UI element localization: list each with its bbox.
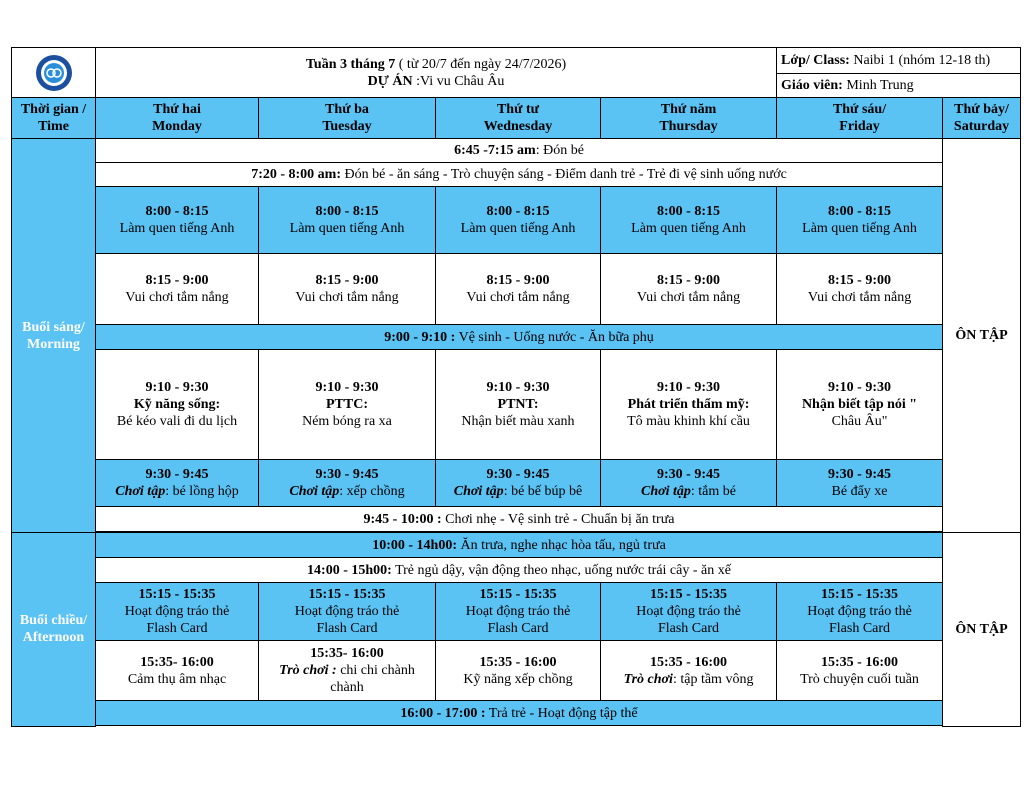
teacher-info bbox=[777, 74, 1021, 98]
late-activity-wednesday: 15:35 - 16:00 Kỹ năng xếp chồng bbox=[436, 641, 601, 701]
late-activity-friday: 15:35 - 16:00 Trò chuyện cuối tuần bbox=[777, 641, 943, 701]
english-tuesday: 8:00 - 8:15 Làm quen tiếng Anh bbox=[259, 187, 436, 254]
late-activity-tuesday: 15:35- 16:00 Trò chơi : chi chi chành chành bbox=[259, 641, 436, 701]
day-header-friday: Thứ sáu/ Friday bbox=[777, 98, 943, 139]
flashcard-wednesday: 15:15 - 15:35 Hoạt động tráo thẻ Flash Card bbox=[436, 583, 601, 641]
english-friday: 8:00 - 8:15 Làm quen tiếng Anh bbox=[777, 187, 943, 254]
class-value: Naibi 1 (nhóm 12-18 th) bbox=[849, 53, 991, 68]
lesson-monday: 9:10 - 9:30 Kỹ năng sống: Bé kéo vali đi du lịch bbox=[96, 350, 259, 460]
breakfast-row: 7:20 - 8:00 am: Đón bé - ăn sáng - Trò chuyện sáng - Điểm danh trẻ - Trẻ đi vệ sinh uống nước bbox=[96, 163, 943, 187]
play-wednesday: 9:30 - 9:45 Chơi tập: bé bế búp bê bbox=[436, 460, 601, 507]
week-title-cell bbox=[96, 48, 777, 98]
school-seal-logo bbox=[34, 53, 74, 93]
time-column-header: Thời gian / Time bbox=[12, 98, 96, 139]
sunbath-wednesday: 8:15 - 9:00 Vui chơi tắm nắng bbox=[436, 254, 601, 325]
sunbath-monday: 8:15 - 9:00 Vui chơi tắm nắng bbox=[96, 254, 259, 325]
flashcard-tuesday: 15:15 - 15:35 Hoạt động tráo thẻ Flash Card bbox=[259, 583, 436, 641]
project-name: :Vi vu Châu Âu bbox=[412, 73, 505, 89]
afternoon-review: ÔN TẬP bbox=[943, 533, 1021, 727]
english-monday: 8:00 - 8:15 Làm quen tiếng Anh bbox=[96, 187, 259, 254]
logo-cell bbox=[12, 48, 96, 98]
lesson-thursday: 9:10 - 9:30 Phát triển thẩm mỹ: Tô màu khinh khí cầu bbox=[601, 350, 777, 460]
day-header-tuesday: Thứ ba Tuesday bbox=[259, 98, 436, 139]
lesson-tuesday: 9:10 - 9:30 PTTC: Ném bóng ra xa bbox=[259, 350, 436, 460]
arrival-row: 6:45 -7:15 am: Đón bé bbox=[96, 139, 943, 163]
day-header-saturday: Thứ bảy/ Saturday bbox=[943, 98, 1021, 139]
week-title: Tuần 3 tháng 7 bbox=[305, 56, 396, 72]
weekly-schedule-table bbox=[11, 47, 1021, 727]
sunbath-tuesday: 8:15 - 9:00 Vui chơi tắm nắng bbox=[259, 254, 436, 325]
english-wednesday: 8:00 - 8:15 Làm quen tiếng Anh bbox=[436, 187, 601, 254]
flashcard-thursday: 15:15 - 15:35 Hoạt động tráo thẻ Flash Card bbox=[601, 583, 777, 641]
morning-section-label: Buổi sáng/ Morning bbox=[12, 139, 96, 533]
teacher-label: Giáo viên: bbox=[781, 78, 843, 93]
lunch-row: 10:00 - 14h00: Ăn trưa, nghe nhạc hòa tấu, ngủ trưa bbox=[96, 533, 943, 558]
flashcard-monday: 15:15 - 15:35 Hoạt động tráo thẻ Flash Card bbox=[96, 583, 259, 641]
late-activity-thursday: 15:35 - 16:00 Trò chơi: tập tầm vông bbox=[601, 641, 777, 701]
day-header-thursday: Thứ năm Thursday bbox=[601, 98, 777, 139]
sunbath-friday: 8:15 - 9:00 Vui chơi tắm nắng bbox=[777, 254, 943, 325]
class-label: Lớp/ Class: bbox=[781, 53, 850, 68]
play-tuesday: 9:30 - 9:45 Chơi tập: xếp chồng bbox=[259, 460, 436, 507]
english-thursday: 8:00 - 8:15 Làm quen tiếng Anh bbox=[601, 187, 777, 254]
wakeup-row: 14:00 - 15h00: Trẻ ngủ dậy, vận động theo nhạc, uống nước trái cây - ăn xế bbox=[96, 558, 943, 583]
morning-review: ÔN TẬP bbox=[943, 139, 1021, 533]
lesson-friday: 9:10 - 9:30 Nhận biết tập nói " Châu Âu" bbox=[777, 350, 943, 460]
sunbath-thursday: 8:15 - 9:00 Vui chơi tắm nắng bbox=[601, 254, 777, 325]
play-monday: 9:30 - 9:45 Chơi tập: bé lồng hộp bbox=[96, 460, 259, 507]
pickup-row: 16:00 - 17:00 : Trả trẻ - Hoạt động tập thể bbox=[96, 701, 943, 726]
flashcard-friday: 15:15 - 15:35 Hoạt động tráo thẻ Flash Card bbox=[777, 583, 943, 641]
project-label: DỰ ÁN bbox=[367, 73, 413, 89]
day-header-monday: Thứ hai Monday bbox=[96, 98, 259, 139]
week-range: ( từ 20/7 đến ngày 24/7/2026) bbox=[395, 56, 567, 72]
snack-row: 9:00 - 9:10 : Vệ sinh - Uống nước - Ăn bữa phụ bbox=[96, 325, 943, 350]
teacher-value: Minh Trung bbox=[842, 78, 914, 93]
play-thursday: 9:30 - 9:45 Chơi tập: tắm bé bbox=[601, 460, 777, 507]
lesson-wednesday: 9:10 - 9:30 PTNT: Nhận biết màu xanh bbox=[436, 350, 601, 460]
afternoon-section-label: Buổi chiều/ Afternoon bbox=[12, 533, 96, 727]
class-info bbox=[777, 48, 1021, 74]
play-friday: 9:30 - 9:45 Bé đẩy xe bbox=[777, 460, 943, 507]
late-activity-monday: 15:35- 16:00 Cảm thụ âm nhạc bbox=[96, 641, 259, 701]
day-header-wednesday: Thứ tư Wednesday bbox=[436, 98, 601, 139]
prelunch-row: 9:45 - 10:00 : Chơi nhẹ - Vệ sinh trẻ - Chuẩn bị ăn trưa bbox=[96, 507, 943, 532]
